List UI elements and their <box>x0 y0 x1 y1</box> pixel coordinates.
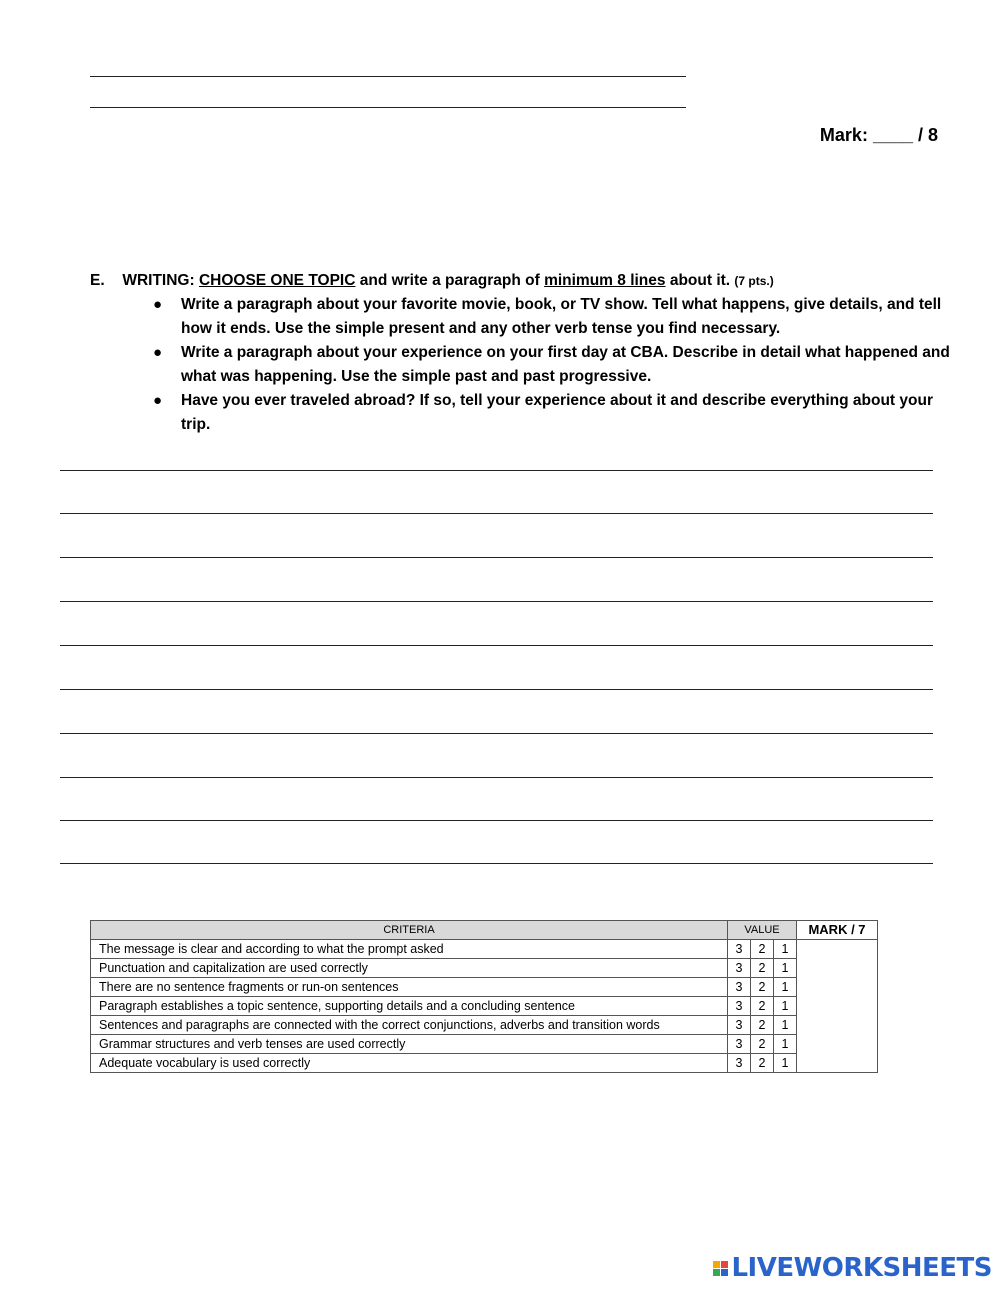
section-instruction: and write a paragraph of <box>359 272 540 289</box>
liveworksheets-logo <box>713 1253 992 1283</box>
topic-item <box>153 341 950 389</box>
choose-topic-emphasis: CHOOSE ONE TOPIC <box>198 272 356 289</box>
value-3-cell: 3 <box>728 978 751 997</box>
value-1-cell: 1 <box>774 959 797 978</box>
criterion-cell: Paragraph establishes a topic sentence, supporting details and a concluding sentence <box>91 997 728 1016</box>
topic-item <box>153 293 950 341</box>
criterion-cell: The message is clear and according to what the prompt asked <box>91 940 728 959</box>
criteria-header: CRITERIA <box>91 921 728 940</box>
rubric-row <box>91 1054 878 1073</box>
rubric-row <box>91 959 878 978</box>
writing-section <box>90 269 950 437</box>
rubric-table <box>90 920 878 1073</box>
writing-line[interactable] <box>60 645 933 646</box>
value-2-cell: 2 <box>751 997 774 1016</box>
value-2-cell: 2 <box>751 978 774 997</box>
value-2-cell: 2 <box>751 940 774 959</box>
writing-line[interactable] <box>60 689 933 690</box>
rubric-row <box>91 1016 878 1035</box>
mark-cell[interactable] <box>797 940 878 1073</box>
value-3-cell: 3 <box>728 940 751 959</box>
rubric-row <box>91 940 878 959</box>
section-instruction-end: about it. <box>669 272 731 289</box>
criterion-cell: Grammar structures and verb tenses are used correctly <box>91 1035 728 1054</box>
criterion-cell: There are no sentence fragments or run-on sentences <box>91 978 728 997</box>
value-3-cell: 3 <box>728 1016 751 1035</box>
minimum-lines-emphasis: minimum 8 lines <box>544 272 666 289</box>
value-header: VALUE <box>728 921 797 940</box>
section-label: WRITING: <box>122 272 195 289</box>
value-2-cell: 2 <box>751 1016 774 1035</box>
value-1-cell: 1 <box>774 997 797 1016</box>
writing-line[interactable] <box>60 601 933 602</box>
rubric-row <box>91 978 878 997</box>
value-2-cell: 2 <box>751 959 774 978</box>
answer-line[interactable] <box>90 107 686 108</box>
section-points: (7 pts.) <box>734 274 774 288</box>
rubric-header-row <box>91 921 878 940</box>
rubric-row <box>91 997 878 1016</box>
value-1-cell: 1 <box>774 978 797 997</box>
value-1-cell: 1 <box>774 1035 797 1054</box>
bullet-icon: ● <box>153 296 163 313</box>
topic-text: Have you ever traveled abroad? If so, tell your experience about it and describe everything about your trip. <box>181 392 933 433</box>
mark-header: MARK / 7 <box>797 921 878 940</box>
writing-line[interactable] <box>60 820 933 821</box>
writing-line[interactable] <box>60 470 933 471</box>
value-3-cell: 3 <box>728 1035 751 1054</box>
logo-squares-icon <box>713 1261 728 1276</box>
criterion-cell: Sentences and paragraphs are connected with the correct conjunctions, adverbs and transition words <box>91 1016 728 1035</box>
answer-line[interactable] <box>90 76 686 77</box>
topic-list <box>90 293 950 437</box>
value-3-cell: 3 <box>728 1054 751 1073</box>
value-2-cell: 2 <box>751 1035 774 1054</box>
section-heading <box>90 269 950 293</box>
value-3-cell: 3 <box>728 959 751 978</box>
writing-line[interactable] <box>60 863 933 864</box>
bullet-icon: ● <box>153 392 163 409</box>
writing-line[interactable] <box>60 513 933 514</box>
writing-line[interactable] <box>60 777 933 778</box>
logo-text: LIVEWORKSHEETS <box>731 1253 992 1283</box>
criterion-cell: Adequate vocabulary is used correctly <box>91 1054 728 1073</box>
rubric-row <box>91 1035 878 1054</box>
mark-score: Mark: ____ / 8 <box>819 125 938 145</box>
value-2-cell: 2 <box>751 1054 774 1073</box>
topic-text: Write a paragraph about your favorite movie, book, or TV show. Tell what happens, give details, and tell how it ends. Use the simple present and any other verb tense you find necessary. <box>181 296 942 337</box>
bullet-icon: ● <box>153 344 163 361</box>
value-1-cell: 1 <box>774 1054 797 1073</box>
value-1-cell: 1 <box>774 1016 797 1035</box>
writing-line[interactable] <box>60 733 933 734</box>
topic-item <box>153 389 950 437</box>
value-1-cell: 1 <box>774 940 797 959</box>
topic-text: Write a paragraph about your experience on your first day at CBA. Describe in detail what happened and what was happening. Use the simple past and past progressive. <box>181 344 950 385</box>
value-3-cell: 3 <box>728 997 751 1016</box>
section-letter: E. <box>90 272 105 289</box>
criterion-cell: Punctuation and capitalization are used correctly <box>91 959 728 978</box>
writing-line[interactable] <box>60 557 933 558</box>
